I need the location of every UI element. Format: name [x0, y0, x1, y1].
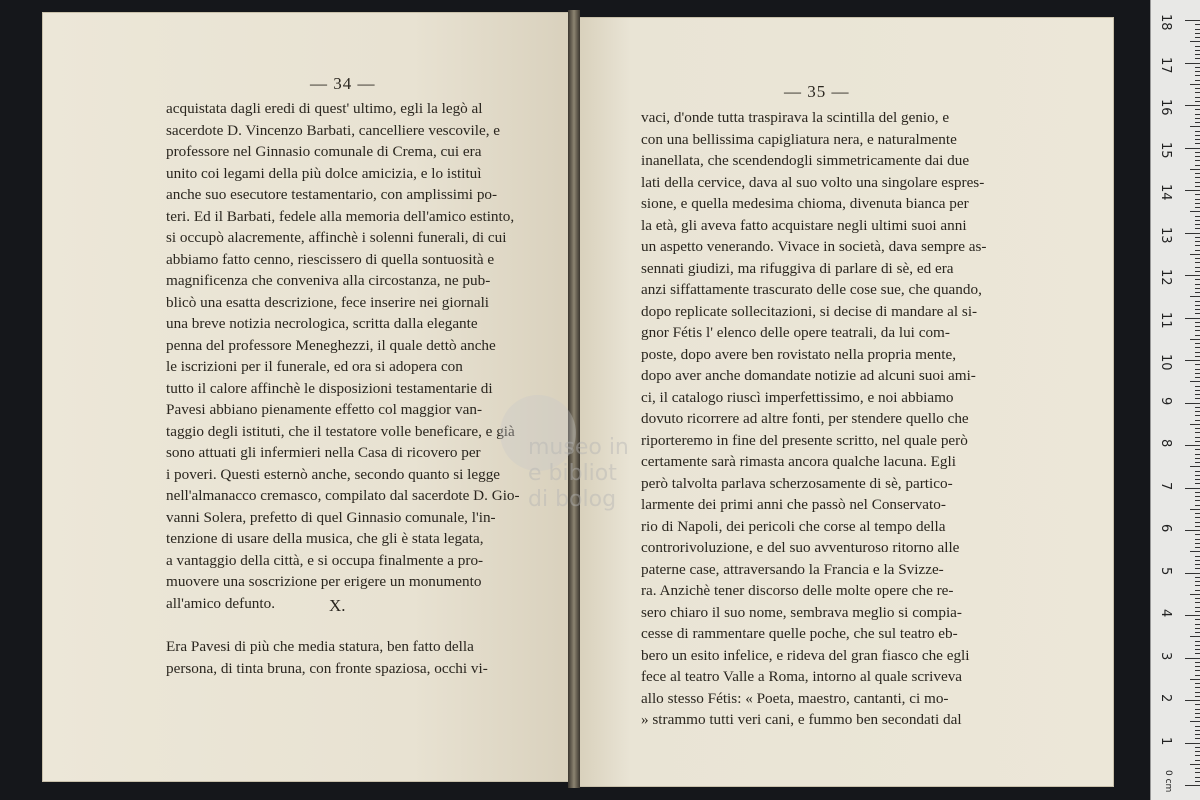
ruler-tick — [1195, 335, 1200, 336]
ruler-label: 3 — [1158, 651, 1173, 660]
ruler-tick — [1195, 109, 1200, 110]
ruler-tick — [1195, 534, 1200, 535]
ruler-tick — [1195, 322, 1200, 323]
ruler-tick — [1195, 326, 1200, 327]
text-line: rio di Napoli, dei pericoli che corse al tempo della — [641, 517, 946, 535]
ruler-tick — [1185, 20, 1200, 21]
ruler-tick — [1195, 653, 1200, 654]
ruler-tick — [1195, 471, 1200, 472]
text-line: ra. Anzichè tener discorso delle molte opere che re- — [641, 582, 954, 599]
ruler-tick — [1195, 717, 1200, 718]
ruler-tick — [1195, 564, 1200, 565]
ruler-tick — [1195, 165, 1200, 166]
ruler-tick — [1195, 598, 1200, 599]
ruler-tick — [1190, 211, 1200, 212]
ruler-label: 9 — [1158, 396, 1173, 405]
ruler-tick — [1195, 483, 1200, 484]
ruler-tick — [1195, 475, 1200, 476]
text-line: dovuto ricorrere ad altre fonti, per stendere quello che — [641, 410, 969, 427]
ruler-tick — [1195, 237, 1200, 238]
ruler-tick — [1195, 649, 1200, 650]
ruler-tick — [1195, 241, 1200, 242]
ruler-tick — [1195, 245, 1200, 246]
ruler-label: 8 — [1158, 439, 1173, 448]
ruler-tick — [1185, 275, 1200, 276]
text-line: nell'almanacco cremasco, compilato dal sacerdote D. Gio- — [166, 487, 520, 504]
text-line: taggio degli istituti, che il testatore volle beneficare, e già — [166, 422, 515, 440]
ruler-tick — [1195, 101, 1200, 102]
text-line: la età, gli aveva fatto acquistare negli ultimi suoi anni — [641, 216, 967, 234]
ruler-tick — [1195, 432, 1200, 433]
ruler-tick — [1195, 585, 1200, 586]
text-line: fece al teatro Valle a Roma, intorno al quale scriveva — [641, 668, 963, 685]
ruler-tick — [1185, 445, 1200, 446]
ruler-tick — [1195, 543, 1200, 544]
ruler-tick — [1195, 602, 1200, 603]
text-line: vaci, d'onde tutta traspirava la scintilla del genio, e — [641, 109, 950, 126]
left-page-text-bottom — [166, 636, 488, 679]
ruler-tick — [1195, 768, 1200, 769]
text-line: blicò una esatta descrizione, fece inserire nei giornali — [166, 293, 490, 311]
ruler-tick — [1195, 607, 1200, 608]
text-line: però talvolta parlava scherzosamente di sè, partico- — [641, 474, 953, 492]
ruler-label: 13 — [1158, 226, 1173, 244]
ruler-tick — [1195, 343, 1200, 344]
text-line: Pavesi abbiano pienamente effetto col maggior van- — [166, 401, 483, 418]
left-page-number: — 34 — — [310, 74, 376, 93]
ruler-tick — [1195, 352, 1200, 353]
ruler-tick — [1195, 224, 1200, 225]
ruler-tick — [1195, 394, 1200, 395]
text-line: sero chiaro il suo nome, sembrava meglio si compia- — [641, 603, 962, 621]
ruler-tick — [1195, 279, 1200, 280]
ruler-tick — [1195, 156, 1200, 157]
ruler-tick — [1185, 360, 1200, 361]
ruler-tick — [1195, 539, 1200, 540]
ruler-tick — [1195, 577, 1200, 578]
ruler-tick — [1195, 704, 1200, 705]
ruler-tick — [1195, 364, 1200, 365]
ruler-tick — [1195, 173, 1200, 174]
ruler-tick — [1195, 428, 1200, 429]
ruler-tick — [1195, 662, 1200, 663]
text-line: riporteremo in fine del presente scritto, nel quale però — [641, 431, 968, 449]
ruler-tick — [1195, 492, 1200, 493]
text-line: Era Pavesi di più che media statura, ben fatto della — [166, 638, 474, 655]
ruler-tick — [1185, 658, 1200, 659]
ruler-tick — [1195, 420, 1200, 421]
text-line: magnificenza che conveniva alla circostanza, ne pub- — [166, 272, 491, 289]
ruler-label: 17 — [1158, 56, 1173, 74]
ruler-tick — [1190, 679, 1200, 680]
ruler-tick — [1190, 551, 1200, 552]
ruler-tick — [1195, 97, 1200, 98]
ruler-tick — [1185, 700, 1200, 701]
ruler-label: 1 — [1158, 736, 1173, 745]
ruler-tick — [1195, 37, 1200, 38]
ruler-tick — [1195, 713, 1200, 714]
ruler-tick — [1195, 373, 1200, 374]
text-line: bero un esito infelice, e rideva del gran fiasco che egli — [641, 646, 970, 664]
text-line: anzi siffattamente trascurato delle cose sue, che quando, — [641, 281, 982, 298]
ruler-tick — [1195, 526, 1200, 527]
ruler-tick — [1190, 126, 1200, 127]
ruler-tick — [1185, 190, 1200, 191]
ruler-tick — [1195, 632, 1200, 633]
ruler-tick — [1195, 305, 1200, 306]
ruler-tick — [1195, 568, 1200, 569]
text-line: acquistata dagli eredi di quest' ultimo, egli la legò al — [166, 100, 483, 117]
ruler-tick — [1195, 611, 1200, 612]
ruler-label: 18 — [1158, 14, 1173, 31]
ruler-tick — [1195, 88, 1200, 89]
ruler-tick — [1195, 496, 1200, 497]
ruler-tick — [1195, 462, 1200, 463]
ruler-tick — [1195, 271, 1200, 272]
ruler-tick — [1195, 24, 1200, 25]
ruler-label: 16 — [1158, 99, 1173, 116]
ruler-tick — [1195, 458, 1200, 459]
ruler-tick — [1185, 488, 1200, 489]
ruler-tick — [1195, 377, 1200, 378]
watermark — [500, 395, 670, 535]
text-line: sennati giudizi, ma rifuggiva di parlare di sè, ed era — [641, 259, 954, 277]
ruler-tick — [1195, 186, 1200, 187]
ruler-tick — [1195, 687, 1200, 688]
ruler-tick — [1195, 751, 1200, 752]
ruler-tick — [1195, 143, 1200, 144]
ruler-tick — [1195, 131, 1200, 132]
ruler-tick — [1195, 58, 1200, 59]
ruler-tick — [1195, 624, 1200, 625]
ruler-unit: 0 cm — [1163, 770, 1173, 793]
ruler-tick — [1185, 743, 1200, 744]
text-line: gnor Fétis l' elenco delle opere teatrali, da lui com- — [641, 324, 950, 341]
ruler-label: 14 — [1158, 184, 1173, 201]
ruler-tick — [1190, 41, 1200, 42]
text-line: sono attuati gli infermieri nella Casa di ricovero per — [166, 444, 481, 461]
ruler-tick — [1190, 636, 1200, 637]
ruler-tick — [1185, 615, 1200, 616]
ruler-tick — [1195, 301, 1200, 302]
ruler-tick — [1195, 513, 1200, 514]
ruler-tick — [1195, 437, 1200, 438]
text-line: vanni Solera, prefetto di quel Ginnasio comunale, l'in- — [166, 508, 496, 526]
ruler-tick — [1195, 522, 1200, 523]
ruler-label: 12 — [1158, 269, 1173, 286]
ruler-tick — [1195, 517, 1200, 518]
ruler-tick — [1195, 454, 1200, 455]
text-line: a vantaggio della città, e si occupa finalmente a pro- — [166, 551, 484, 569]
ruler-tick — [1195, 288, 1200, 289]
ruler-tick — [1185, 63, 1200, 64]
ruler-tick — [1195, 441, 1200, 442]
ruler-tick — [1195, 207, 1200, 208]
ruler-label: 6 — [1158, 524, 1173, 533]
ruler-tick — [1185, 318, 1200, 319]
ruler-tick — [1185, 148, 1200, 149]
ruler-label: 4 — [1158, 609, 1173, 618]
ruler-tick — [1195, 182, 1200, 183]
text-line: cesse di rammentare quelle poche, che sul teatro eb- — [641, 625, 958, 642]
ruler-tick — [1195, 696, 1200, 697]
ruler-tick — [1195, 220, 1200, 221]
ruler-tick — [1195, 398, 1200, 399]
ruler-tick — [1195, 50, 1200, 51]
text-line: persona, di tinta bruna, con fronte spaziosa, occhi vi- — [166, 659, 488, 677]
ruler-tick — [1195, 411, 1200, 412]
text-line: lati della cervice, dava al suo volto una singolare espres- — [641, 173, 985, 191]
text-line: dopo aver anche domandate notizie ad alcuni suoi ami- — [641, 367, 976, 384]
text-line: ci, il catalogo riuscì imperfettissimo, e noi abbiamo — [641, 388, 954, 406]
ruler-tick — [1195, 692, 1200, 693]
section-heading: X. — [329, 596, 346, 615]
text-line: sacerdote D. Vincenzo Barbati, cancelliere vescovile, e — [166, 121, 501, 139]
text-line: tutto il calore affinchè le disposizioni testamentarie di — [166, 379, 493, 397]
ruler-tick — [1195, 760, 1200, 761]
ruler-label: 2 — [1158, 694, 1173, 703]
ruler-tick — [1190, 424, 1200, 425]
ruler-tick — [1195, 547, 1200, 548]
ruler-tick — [1195, 415, 1200, 416]
ruler-label: 10 — [1158, 354, 1173, 371]
text-line: dopo replicate sollecitazioni, si decise di mandare al si- — [641, 302, 978, 320]
ruler-tick — [1195, 505, 1200, 506]
ruler-tick — [1190, 339, 1200, 340]
ruler-tick — [1195, 135, 1200, 136]
ruler-tick — [1195, 560, 1200, 561]
text-line: allo stesso Fétis: « Poeta, maestro, cantanti, ci mo- — [641, 689, 949, 707]
ruler-tick — [1195, 80, 1200, 81]
ruler-tick — [1195, 709, 1200, 710]
ruler-tick — [1190, 169, 1200, 170]
ruler-tick — [1195, 199, 1200, 200]
text-line: anche suo esecutore testamentario, con amplissimi po- — [166, 186, 498, 203]
ruler-tick — [1195, 755, 1200, 756]
ruler-tick — [1195, 628, 1200, 629]
ruler-tick — [1195, 75, 1200, 76]
ruler-tick — [1195, 670, 1200, 671]
ruler-tick — [1190, 594, 1200, 595]
ruler-tick — [1195, 309, 1200, 310]
ruler-tick — [1195, 590, 1200, 591]
text-line: all'amico defunto. — [166, 594, 276, 612]
text-line: le iscrizioni per il funerale, ed ora si adopera con — [166, 358, 463, 375]
ruler-tick — [1190, 84, 1200, 85]
watermark-line: di bolog — [528, 487, 617, 512]
ruler-tick — [1195, 292, 1200, 293]
ruler-tick — [1195, 772, 1200, 773]
text-line: professore nel Ginnasio comunale di Crema, cui era — [166, 143, 482, 160]
right-page-number: — 35 — — [784, 82, 850, 101]
ruler-tick — [1195, 284, 1200, 285]
ruler-tick — [1195, 71, 1200, 72]
ruler-tick — [1185, 233, 1200, 234]
ruler-tick — [1195, 407, 1200, 408]
ruler-tick — [1190, 381, 1200, 382]
ruler-tick — [1195, 258, 1200, 259]
ruler-tick — [1195, 730, 1200, 731]
ruler-tick — [1195, 33, 1200, 34]
ruler-tick — [1185, 530, 1200, 531]
ruler-tick — [1195, 330, 1200, 331]
text-line: i poveri. Questi esternò anche, secondo quanto si legge — [166, 465, 501, 483]
ruler-tick — [1195, 390, 1200, 391]
text-line: inanellata, che scendendogli simmetricamente dai due — [641, 152, 970, 169]
ruler-tick — [1190, 254, 1200, 255]
ruler-tick — [1195, 479, 1200, 480]
ruler-tick — [1195, 641, 1200, 642]
ruler-tick — [1195, 726, 1200, 727]
ruler-tick — [1195, 386, 1200, 387]
ruler-tick — [1195, 29, 1200, 30]
ruler-tick — [1195, 356, 1200, 357]
ruler-tick — [1195, 122, 1200, 123]
text-line: poste, dopo avere ben rovistato nella propria mente, — [641, 345, 957, 363]
ruler-tick — [1195, 734, 1200, 735]
text-line: tenzione di usare della musica, che gli è stata legata, — [166, 530, 484, 547]
ruler-tick — [1195, 675, 1200, 676]
watermark-line: museo in — [528, 435, 629, 460]
ruler-tick — [1195, 683, 1200, 684]
text-line: paterne case, attraversando la Francia e la Svizze- — [641, 560, 944, 578]
ruler-tick — [1195, 777, 1200, 778]
text-line: controrivoluzione, e del suo avventuroso ritorno alle — [641, 539, 960, 556]
ruler-tick — [1190, 721, 1200, 722]
ruler-tick — [1195, 228, 1200, 229]
ruler-tick — [1195, 313, 1200, 314]
ruler-tick — [1195, 177, 1200, 178]
text-line: con una bellissima capigliatura nera, e naturalmente — [641, 130, 957, 148]
text-line: larmente dei primi anni che passò nel Conservato- — [641, 496, 946, 513]
ruler-tick — [1190, 509, 1200, 510]
ruler-tick — [1195, 152, 1200, 153]
text-line: si occupò alacremente, affinchè i solenni funerali, di cui — [166, 229, 507, 246]
ruler-tick — [1195, 194, 1200, 195]
ruler-tick — [1195, 645, 1200, 646]
ruler-tick — [1195, 347, 1200, 348]
ruler-tick — [1185, 403, 1200, 404]
ruler-tick — [1195, 581, 1200, 582]
ruler-tick — [1195, 114, 1200, 115]
ruler-tick — [1185, 105, 1200, 106]
ruler-tick — [1195, 738, 1200, 739]
ruler-tick — [1190, 296, 1200, 297]
right-page-text — [641, 107, 986, 731]
ruler-tick — [1195, 203, 1200, 204]
text-line: muovere una soscrizione per erigere un monumento — [166, 573, 482, 590]
ruler-tick — [1195, 118, 1200, 119]
text-line: un aspetto venerando. Vivace in società, dava sempre as- — [641, 238, 987, 255]
ruler-tick — [1195, 46, 1200, 47]
ruler-tick — [1190, 764, 1200, 765]
watermark-line: e bibliot — [528, 461, 617, 486]
text-line: una breve notizia necrologica, scritta dalla elegante — [166, 315, 478, 332]
text-line: unito coi legami della più dolce amicizia, e lo istituì — [166, 164, 482, 182]
text-line: penna del professore Meneghezzi, il quale dettò anche — [166, 336, 496, 354]
ruler-tick — [1195, 54, 1200, 55]
ruler-tick — [1195, 369, 1200, 370]
ruler-tick — [1185, 785, 1200, 786]
ruler-label: 7 — [1158, 481, 1173, 490]
left-page-text-top — [166, 98, 520, 614]
ruler-tick — [1195, 781, 1200, 782]
ruler-tick — [1195, 267, 1200, 268]
ruler-tick — [1190, 466, 1200, 467]
ruler-tick — [1195, 139, 1200, 140]
ruler-tick — [1195, 556, 1200, 557]
ruler-label: 11 — [1158, 311, 1173, 329]
ruler-tick — [1195, 262, 1200, 263]
ruler-tick — [1195, 500, 1200, 501]
ruler-tick — [1195, 92, 1200, 93]
ruler-label: 15 — [1158, 141, 1173, 159]
measurement-ruler — [1150, 0, 1200, 800]
ruler-tick — [1195, 666, 1200, 667]
ruler-tick — [1195, 67, 1200, 68]
text-line: certamente sarà rimasta ancora qualche lacuna. Egli — [641, 453, 956, 470]
text-line: » strammo tutti veri cani, e fummo ben secondati dal — [641, 711, 962, 728]
ruler-tick — [1195, 449, 1200, 450]
ruler-tick — [1195, 747, 1200, 748]
ruler-tick — [1185, 573, 1200, 574]
ruler-tick — [1195, 216, 1200, 217]
text-line: sione, e quella medesima chioma, divenuta bianca per — [641, 195, 969, 212]
ruler-tick — [1195, 160, 1200, 161]
ruler-tick — [1195, 619, 1200, 620]
ruler-tick — [1195, 250, 1200, 251]
text-line: abbiamo fatto cenno, riescissero di quella sontuosità e — [166, 250, 495, 268]
ruler-label: 5 — [1158, 566, 1173, 575]
text-line: teri. Ed il Barbati, fedele alla memoria dell'amico estinto, — [166, 207, 515, 225]
